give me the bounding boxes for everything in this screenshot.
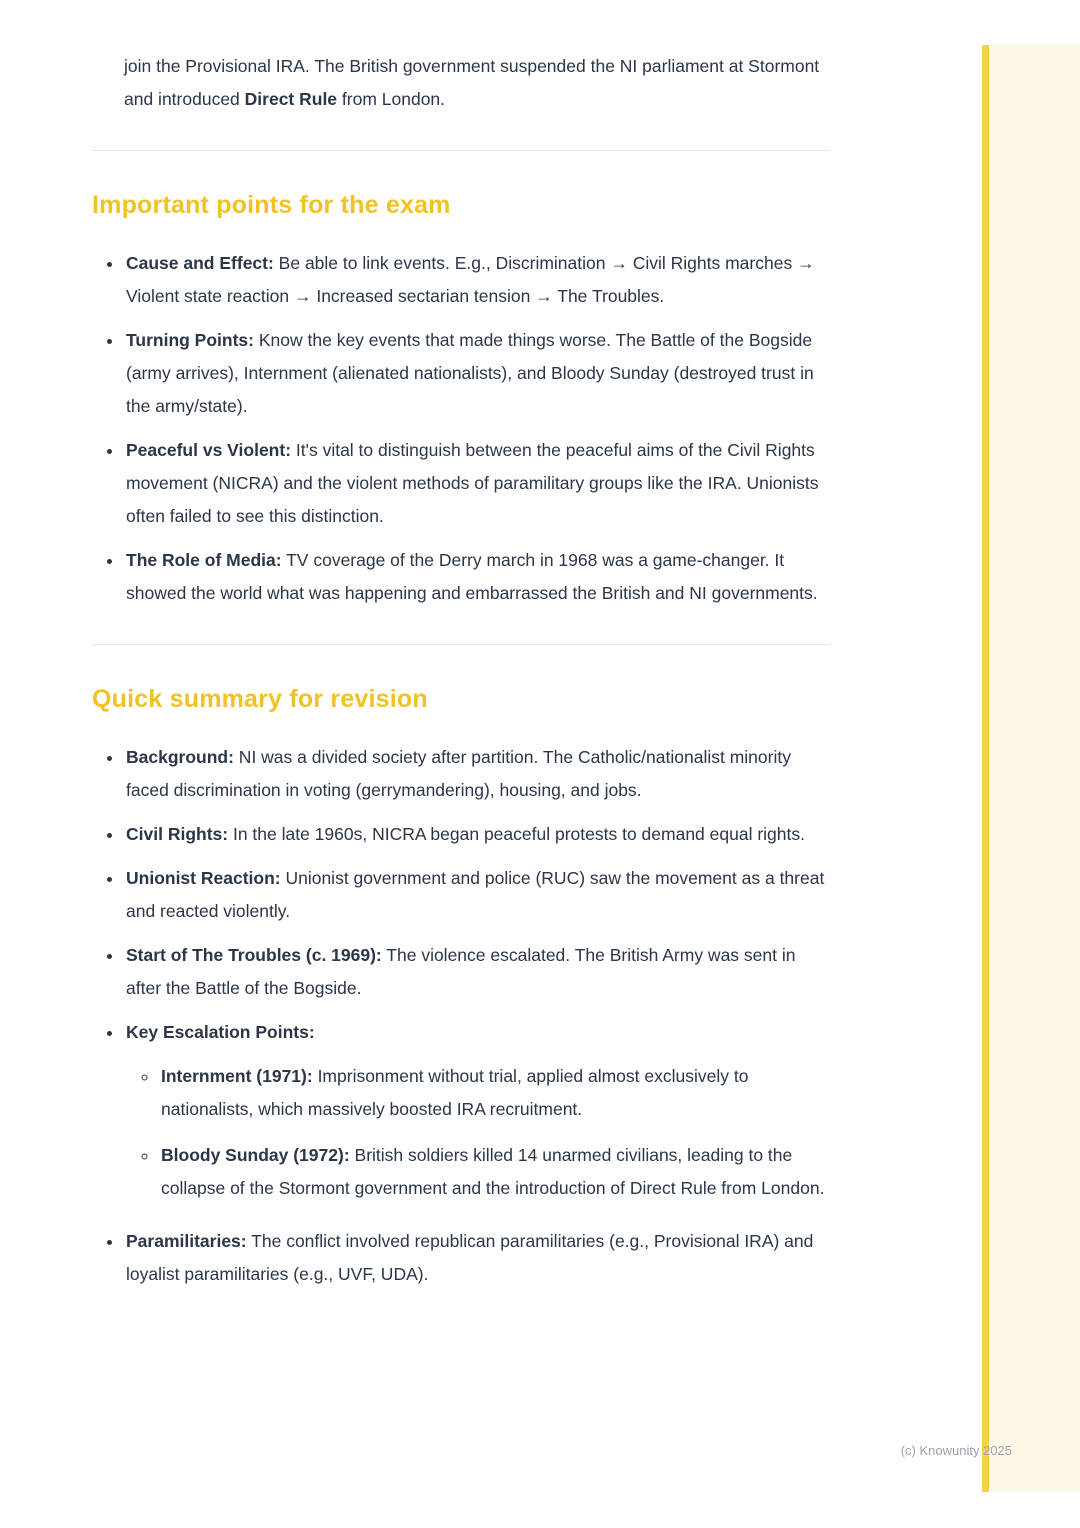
list-item xyxy=(124,1225,830,1291)
list-item xyxy=(124,939,830,1005)
intro-bold-direct-rule: Direct Rule xyxy=(244,89,338,109)
bullet-text: TV coverage of the Derry march in 1968 was a game-changer. It showed the world what was happening and embarrassed the British and NI governments. xyxy=(126,550,818,603)
section-heading-exam-points: Important points for the exam xyxy=(92,191,451,219)
bullet-text: Be able to link events. E.g., Discrimination → Civil Rights marches → Violent state reaction → Increased sectarian tension → The Troubles. xyxy=(126,253,815,306)
bullet-lead: Civil Rights: xyxy=(126,824,229,844)
list-item xyxy=(124,324,830,423)
right-margin-stripe xyxy=(982,45,1080,1492)
list-item xyxy=(124,247,830,313)
section-exam-points xyxy=(92,189,830,610)
list-item-key-escalation xyxy=(124,1016,830,1205)
sub-bullet-text: British soldiers killed 14 unarmed civilians, leading to the collapse of the Stormont government and the introduction of Direct Rule from London. xyxy=(161,1145,825,1198)
sub-bullet-lead: Internment (1971): xyxy=(161,1066,313,1086)
bullet-list-quick-summary xyxy=(92,741,830,1291)
bullet-lead: Turning Points: xyxy=(126,330,254,350)
bullet-lead: Cause and Effect: xyxy=(126,253,274,273)
copyright-notice: (c) Knowunity 2025 xyxy=(900,1443,1012,1458)
bullet-text: Know the key events that made things worse. The Battle of the Bogside (army arrives), Internment (alienated nationalists), and Bloody Sunday (destroyed trust in the army/state). xyxy=(126,330,814,416)
bullet-lead: Paramilitaries: xyxy=(126,1231,247,1251)
section-quick-summary xyxy=(92,683,830,1291)
bullet-lead: Start of The Troubles (c. 1969): xyxy=(126,945,382,965)
section-divider xyxy=(92,644,830,645)
intro-text-pre: join the Provisional IRA. The British government suspended the NI parliament at Stormont and introduced xyxy=(124,56,820,109)
section-heading-quick-summary: Quick summary for revision xyxy=(92,685,428,713)
list-item xyxy=(124,818,830,851)
sub-bullet-lead: Bloody Sunday (1972): xyxy=(161,1145,350,1165)
sub-bullet-text: Imprisonment without trial, applied almost exclusively to nationalists, which massively boosted IRA recruitment. xyxy=(161,1066,749,1119)
bullet-text: In the late 1960s, NICRA began peaceful protests to demand equal rights. xyxy=(228,824,805,844)
bullet-text: The conflict involved republican paramilitaries (e.g., Provisional IRA) and loyalist paramilitaries (e.g., UVF, UDA). xyxy=(126,1231,814,1284)
bullet-text: It's vital to distinguish between the peaceful aims of the Civil Rights movement (NICRA) and the violent methods of paramilitary groups like the IRA. Unionists often failed to see this distinction. xyxy=(126,440,819,526)
list-item xyxy=(124,741,830,807)
list-item xyxy=(124,544,830,610)
bullet-text: NI was a divided society after partition. The Catholic/nationalist minority faced discrimination in voting (gerrymandering), housing, and jobs. xyxy=(126,747,791,800)
list-item xyxy=(124,434,830,533)
sub-list-item xyxy=(159,1139,830,1205)
section-divider xyxy=(92,150,830,151)
sub-list-item xyxy=(159,1060,830,1126)
intro-paragraph xyxy=(92,50,830,116)
page-content xyxy=(92,50,830,1302)
sub-bullet-list xyxy=(126,1060,830,1205)
list-item xyxy=(124,862,830,928)
bullet-lead: Peaceful vs Violent: xyxy=(126,440,292,460)
bullet-list-exam-points xyxy=(92,247,830,610)
bullet-lead: Unionist Reaction: xyxy=(126,868,281,888)
bullet-text: Unionist government and police (RUC) saw the movement as a threat and reacted violently. xyxy=(126,868,825,921)
bullet-lead: Background: xyxy=(126,747,234,767)
intro-text-post: from London. xyxy=(337,89,446,109)
bullet-lead: Key Escalation Points: xyxy=(126,1022,315,1042)
bullet-lead: The Role of Media: xyxy=(126,550,282,570)
bullet-text: The violence escalated. The British Army was sent in after the Battle of the Bogside. xyxy=(126,945,796,998)
